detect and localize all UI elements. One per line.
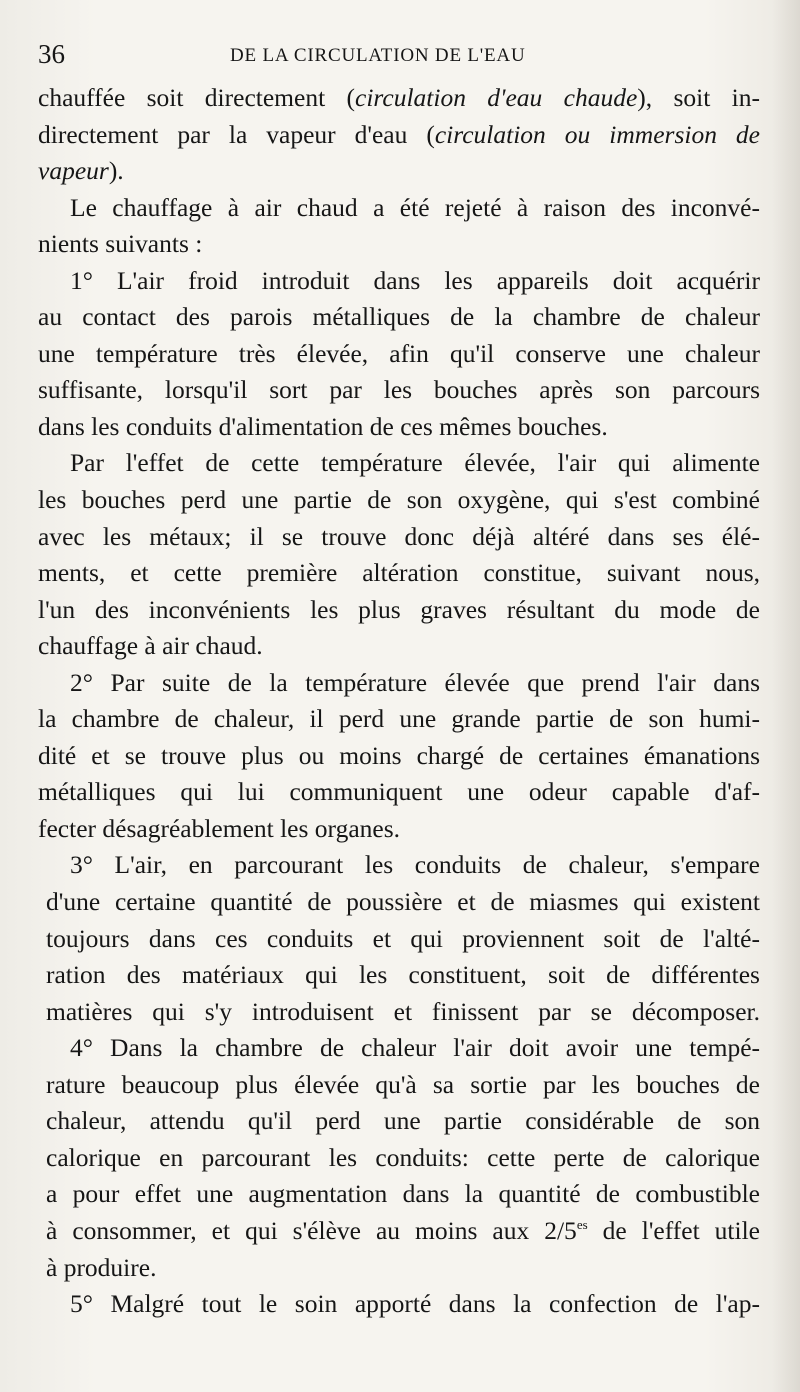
text-line: les bouches perd une partie de son oxygène, qui s'est combiné bbox=[38, 485, 760, 515]
italic-text: circulation d'eau chaude bbox=[355, 83, 638, 112]
text-line: dité et se trouve plus ou moins chargé de certaines émanations bbox=[38, 740, 760, 770]
text-line: à produire. bbox=[46, 1252, 157, 1282]
text-line: toujours dans ces conduits et qui proviennent soit de l'alté- bbox=[46, 923, 760, 953]
text-fragment: de l'effet utile bbox=[587, 1215, 760, 1245]
italic-text: vapeur bbox=[38, 156, 109, 186]
text-line: dans les conduits d'alimentation de ces mêmes bouches. bbox=[38, 411, 608, 441]
page-gutter-shadow bbox=[772, 0, 800, 1392]
text-line: métalliques qui lui communiquent une odeur capable d'af- bbox=[38, 777, 760, 807]
text-line: une température très élevée, afin qu'il conserve une chaleur bbox=[38, 338, 760, 368]
text-line: nients suivants : bbox=[38, 229, 203, 259]
text-line: ments, et cette première altération constitue, suivant nous, bbox=[38, 558, 760, 588]
text-line bbox=[38, 1213, 760, 1250]
text-line: l'un des inconvénients les plus graves résultant du mode de bbox=[38, 594, 760, 624]
text-line: ration des matériaux qui les constituent, soit de différentes bbox=[46, 960, 760, 990]
superscript-text: es bbox=[576, 1216, 588, 1232]
page-number: 36 bbox=[38, 39, 65, 69]
text-fragment: ), soit in- bbox=[637, 83, 760, 112]
text-line: chaleur, attendu qu'il perd une partie considérable de son bbox=[46, 1106, 760, 1136]
italic-text: circulation ou immersion de bbox=[434, 119, 761, 149]
paragraph-start: Le chauffage à air chaud a été rejeté à raison des inconvé- bbox=[70, 192, 760, 222]
text-line: fecter désagréablement les organes. bbox=[38, 813, 401, 843]
paragraph-start: 2° Par suite de la température élevée que prend l'air dans bbox=[70, 667, 760, 697]
text-line: avec les métaux; il se trouve donc déjà altéré dans ses élé- bbox=[38, 521, 760, 551]
text-line: d'une certaine quantité de poussière et de miasmes qui existent bbox=[46, 887, 760, 917]
page-header bbox=[38, 38, 762, 78]
text-line bbox=[38, 153, 760, 190]
paragraph-start: 3° L'air, en parcourant les conduits de chaleur, s'empare bbox=[70, 850, 760, 880]
text-fragment: ). bbox=[108, 156, 124, 186]
text-line: suffisante, lorsqu'il sort par les bouches après son parcours bbox=[38, 375, 760, 405]
text-line bbox=[38, 117, 760, 154]
text-line: calorique en parcourant les conduits: cette perte de calorique bbox=[46, 1142, 760, 1172]
text-fragment: directement par la vapeur d'eau ( bbox=[38, 119, 435, 149]
text-line: a pour effet une augmentation dans la quantité de combustible bbox=[46, 1179, 760, 1209]
text-line: rature beaucoup plus élevée qu'à sa sortie par les bouches de bbox=[46, 1069, 760, 1099]
body-text bbox=[38, 80, 760, 1323]
paragraph-start: 5° Malgré tout le soin apporté dans la confection de l'ap- bbox=[70, 1289, 760, 1319]
text-fragment: à consommer, et qui s'élève au moins aux 2/5 bbox=[46, 1215, 577, 1245]
paragraph-start: 1° L'air froid introduit dans les appareils doit acquérir bbox=[70, 265, 760, 295]
text-line: matières qui s'y introduisent et finissent par se décomposer. bbox=[46, 996, 760, 1026]
text-line: la chambre de chaleur, il perd une grande partie de son humi- bbox=[38, 704, 760, 734]
paragraph-start: Par l'effet de cette température élevée, l'air qui alimente bbox=[70, 448, 760, 478]
paragraph-start: 4° Dans la chambre de chaleur l'air doit avoir une tempé- bbox=[70, 1033, 760, 1063]
text-fragment: chauffée soit directement ( bbox=[38, 83, 355, 112]
text-line: chauffage à air chaud. bbox=[38, 631, 263, 661]
text-line: au contact des parois métalliques de la chambre de chaleur bbox=[38, 302, 760, 332]
running-title: DE LA CIRCULATION DE L'EAU bbox=[230, 45, 526, 66]
text-line bbox=[38, 80, 760, 117]
